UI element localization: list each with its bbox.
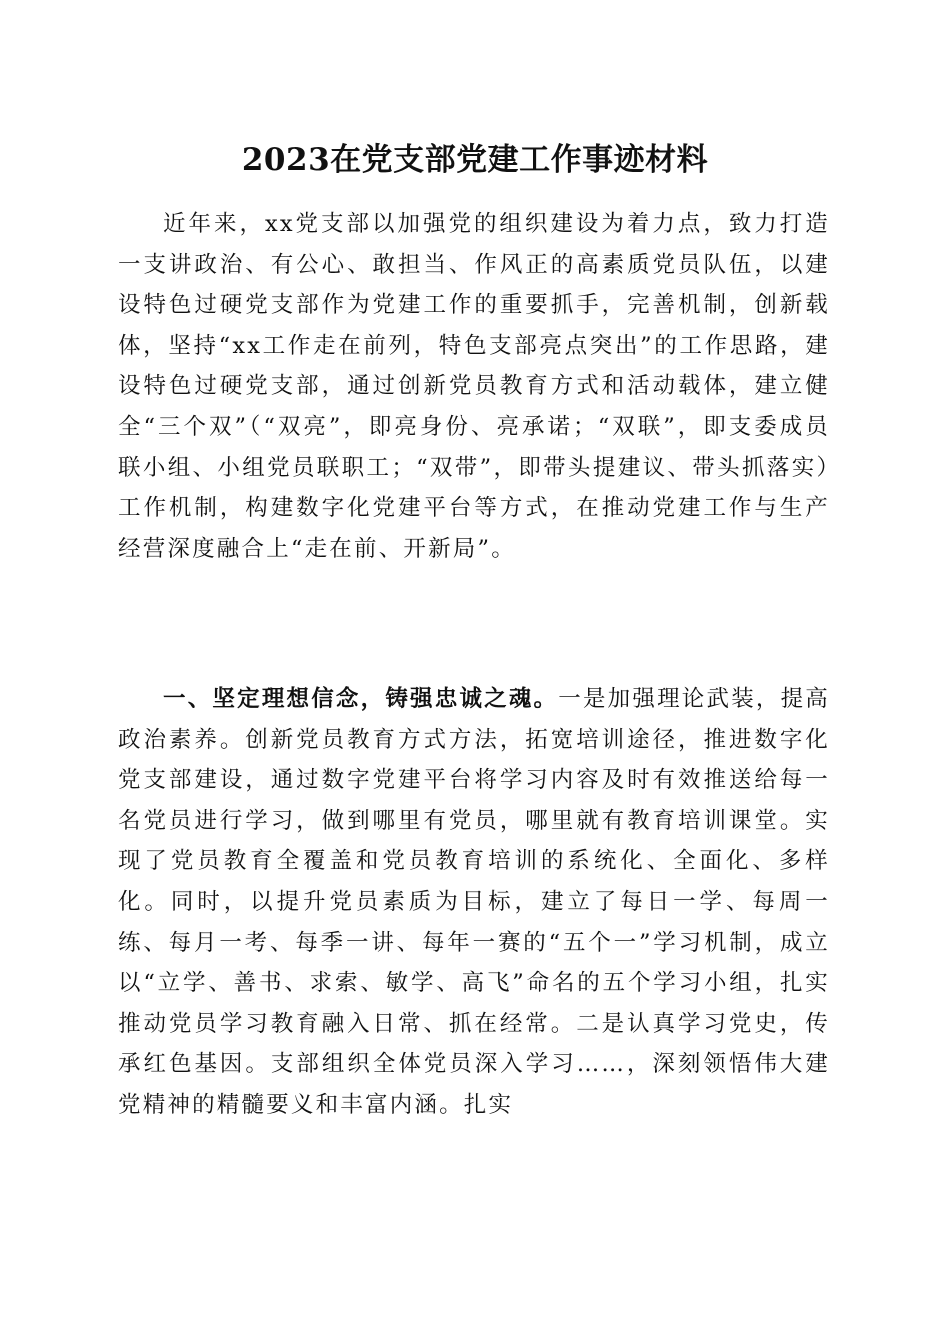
section-heading: 一、坚定理想信念，铸强忠诚之魂。: [163, 686, 559, 712]
section-body-text: 一是加强理论武装，提高政治素养。创新党员教育方式方法，拓宽培训途径，推进数字化党支部建设，通过数字党建平台将学习内容及时有效推送给每一名党员进行学习，做到哪里有党员，哪里就有教育培训课堂。实现了党员教育全覆盖和党员教育培训的系统化、全面化、多样化。同时，以提升党员素质为目标，建立了每日一学、每周一练、每月一考、每季一讲、每年一赛的“五个一”学习机制，成立以“立学、善书、求索、敏学、高飞”命名的五个学习小组，扎实推动党员学习教育融入日常、抓在经常。二是认真学习党史，传承红色基因。支部组织全体党员深入学习……，深刻领悟伟大建党精神的精髓要义和丰富内涵。扎实: [118, 686, 831, 1118]
document-title: 2023在党支部党建工作事迹材料: [241, 142, 709, 178]
paragraph-intro: 近年来，xx党支部以加强党的组织建设为着力点，致力打造一支讲政治、有公心、敢担当、作风正的高素质党员队伍，以建设特色过硬党支部作为党建工作的重要抓手，完善机制，创新载体，坚持“xx工作走在前列，特色支部亮点突出”的工作思路，建设特色过硬党支部，通过创新党员教育方式和活动载体，建立健全“三个双”（“双亮”，即亮身份、亮承诺；“双联”，即支委成员联小组、小组党员联职工；“双带”，即带头提建议、带头抓落实）工作机制，构建数字化党建平台等方式，在推动党建工作与生产经营深度融合上“走在前、开新局”。: [118, 211, 830, 562]
paragraph-section-one: [118, 679, 830, 1126]
